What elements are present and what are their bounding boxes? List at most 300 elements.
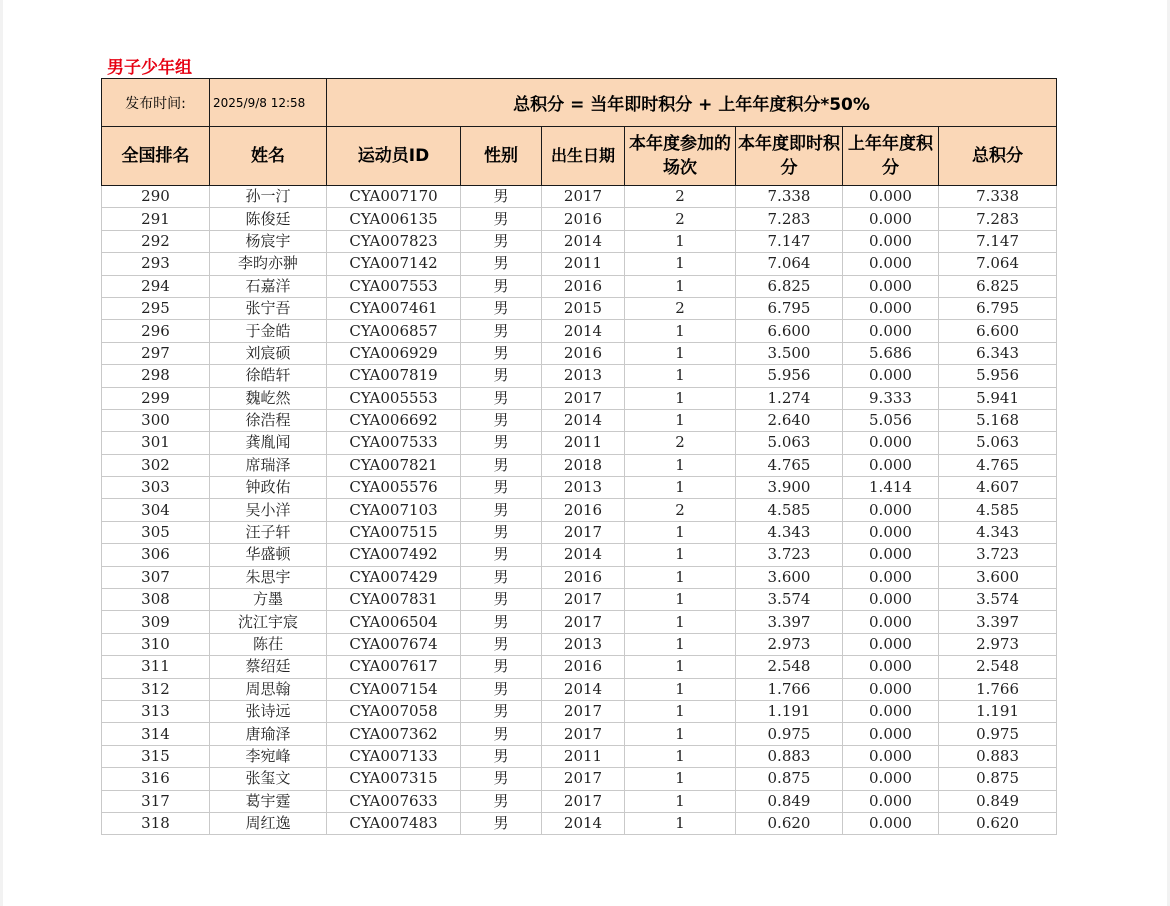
total-points-cell: 4.607 — [939, 477, 1057, 499]
birth-year-cell: 2013 — [542, 477, 625, 499]
events-count-cell: 1 — [625, 409, 736, 431]
table-row — [102, 723, 1057, 745]
rank-cell: 308 — [102, 589, 210, 611]
col-header-name: 姓名 — [210, 127, 327, 186]
total-points-cell: 3.574 — [939, 589, 1057, 611]
table-row — [102, 387, 1057, 409]
rank-cell: 301 — [102, 432, 210, 454]
events-count-cell: 1 — [625, 454, 736, 476]
rank-cell: 309 — [102, 611, 210, 633]
athlete-id-cell: CYA007553 — [327, 275, 461, 297]
rank-cell: 298 — [102, 365, 210, 387]
name-cell: 汪子轩 — [210, 521, 327, 543]
name-cell: 钟政佑 — [210, 477, 327, 499]
rank-cell: 303 — [102, 477, 210, 499]
events-count-cell: 1 — [625, 521, 736, 543]
gender-cell: 男 — [461, 387, 542, 409]
name-cell: 张玺文 — [210, 768, 327, 790]
events-count-cell: 1 — [625, 723, 736, 745]
events-count-cell: 1 — [625, 768, 736, 790]
name-cell: 华盛顿 — [210, 544, 327, 566]
rank-cell: 291 — [102, 208, 210, 230]
name-cell: 孙一汀 — [210, 186, 327, 208]
events-count-cell: 1 — [625, 633, 736, 655]
events-count-cell: 1 — [625, 678, 736, 700]
table-row — [102, 768, 1057, 790]
gender-cell: 男 — [461, 678, 542, 700]
rank-cell: 297 — [102, 342, 210, 364]
gender-cell: 男 — [461, 186, 542, 208]
total-points-cell: 3.723 — [939, 544, 1057, 566]
total-points-cell: 4.585 — [939, 499, 1057, 521]
name-cell: 石嘉洋 — [210, 275, 327, 297]
table-row — [102, 320, 1057, 342]
birth-year-cell: 2011 — [542, 253, 625, 275]
rank-cell: 293 — [102, 253, 210, 275]
athlete-id-cell: CYA007133 — [327, 745, 461, 767]
current-points-cell: 1.766 — [736, 678, 843, 700]
gender-cell: 男 — [461, 544, 542, 566]
birth-year-cell: 2011 — [542, 432, 625, 454]
last-year-points-cell: 0.000 — [843, 589, 939, 611]
name-cell: 李宛峰 — [210, 745, 327, 767]
last-year-points-cell: 0.000 — [843, 521, 939, 543]
athlete-id-cell: CYA005553 — [327, 387, 461, 409]
total-points-cell: 3.397 — [939, 611, 1057, 633]
gender-cell: 男 — [461, 611, 542, 633]
birth-year-cell: 2016 — [542, 499, 625, 521]
total-points-cell: 5.168 — [939, 409, 1057, 431]
events-count-cell: 1 — [625, 342, 736, 364]
total-points-cell: 6.795 — [939, 297, 1057, 319]
last-year-points-cell: 0.000 — [843, 253, 939, 275]
table-row — [102, 790, 1057, 812]
current-points-cell: 7.064 — [736, 253, 843, 275]
gender-cell: 男 — [461, 342, 542, 364]
current-points-cell: 0.883 — [736, 745, 843, 767]
events-count-cell: 2 — [625, 208, 736, 230]
total-points-cell: 5.956 — [939, 365, 1057, 387]
events-count-cell: 2 — [625, 499, 736, 521]
name-cell: 徐皓轩 — [210, 365, 327, 387]
table-row — [102, 544, 1057, 566]
current-points-cell: 3.900 — [736, 477, 843, 499]
rank-cell: 292 — [102, 230, 210, 252]
table-row — [102, 745, 1057, 767]
gender-cell: 男 — [461, 297, 542, 319]
athlete-id-cell: CYA007154 — [327, 678, 461, 700]
athlete-id-cell: CYA007533 — [327, 432, 461, 454]
score-formula: 总积分 = 当年即时积分 + 上年年度积分*50% — [327, 79, 1057, 127]
athlete-id-cell: CYA007674 — [327, 633, 461, 655]
total-points-cell: 4.343 — [939, 521, 1057, 543]
gender-cell: 男 — [461, 700, 542, 722]
total-points-cell: 6.343 — [939, 342, 1057, 364]
col-header-last-year-points: 上年年度积分 — [843, 127, 939, 186]
athlete-id-cell: CYA007492 — [327, 544, 461, 566]
rank-cell: 314 — [102, 723, 210, 745]
current-points-cell: 1.274 — [736, 387, 843, 409]
last-year-points-cell: 0.000 — [843, 297, 939, 319]
birth-year-cell: 2017 — [542, 723, 625, 745]
rank-cell: 306 — [102, 544, 210, 566]
birth-year-cell: 2014 — [542, 320, 625, 342]
athlete-id-cell: CYA007103 — [327, 499, 461, 521]
gender-cell: 男 — [461, 454, 542, 476]
gender-cell: 男 — [461, 432, 542, 454]
rank-cell: 316 — [102, 768, 210, 790]
gender-cell: 男 — [461, 723, 542, 745]
birth-year-cell: 2017 — [542, 700, 625, 722]
document-page — [3, 0, 1167, 906]
gender-cell: 男 — [461, 320, 542, 342]
last-year-points-cell: 0.000 — [843, 544, 939, 566]
total-points-cell: 2.548 — [939, 656, 1057, 678]
column-header-row — [102, 127, 1057, 186]
current-points-cell: 0.620 — [736, 812, 843, 834]
last-year-points-cell: 0.000 — [843, 633, 939, 655]
athlete-id-cell: CYA007633 — [327, 790, 461, 812]
current-points-cell: 0.849 — [736, 790, 843, 812]
athlete-id-cell: CYA006929 — [327, 342, 461, 364]
birth-year-cell: 2016 — [542, 275, 625, 297]
athlete-id-cell: CYA007483 — [327, 812, 461, 834]
table-row — [102, 589, 1057, 611]
events-count-cell: 1 — [625, 275, 736, 297]
last-year-points-cell: 0.000 — [843, 208, 939, 230]
table-row — [102, 477, 1057, 499]
athlete-id-cell: CYA006135 — [327, 208, 461, 230]
group-title: 男子少年组 — [107, 58, 192, 78]
name-cell: 吴小洋 — [210, 499, 327, 521]
rank-cell: 304 — [102, 499, 210, 521]
gender-cell: 男 — [461, 812, 542, 834]
events-count-cell: 1 — [625, 589, 736, 611]
table-row — [102, 611, 1057, 633]
name-cell: 蔡绍廷 — [210, 656, 327, 678]
last-year-points-cell: 0.000 — [843, 454, 939, 476]
rank-cell: 311 — [102, 656, 210, 678]
col-header-athlete-id: 运动员ID — [327, 127, 461, 186]
birth-year-cell: 2016 — [542, 342, 625, 364]
table-row — [102, 275, 1057, 297]
total-points-cell: 6.825 — [939, 275, 1057, 297]
events-count-cell: 1 — [625, 700, 736, 722]
events-count-cell: 1 — [625, 477, 736, 499]
total-points-cell: 0.875 — [939, 768, 1057, 790]
table-row — [102, 700, 1057, 722]
birth-year-cell: 2015 — [542, 297, 625, 319]
last-year-points-cell: 5.686 — [843, 342, 939, 364]
birth-year-cell: 2018 — [542, 454, 625, 476]
total-points-cell: 0.620 — [939, 812, 1057, 834]
table-row — [102, 656, 1057, 678]
rank-cell: 313 — [102, 700, 210, 722]
release-time-value: 2025/9/8 12:58 — [210, 79, 327, 127]
gender-cell: 男 — [461, 275, 542, 297]
table-row — [102, 365, 1057, 387]
current-points-cell: 6.795 — [736, 297, 843, 319]
last-year-points-cell: 0.000 — [843, 656, 939, 678]
events-count-cell: 1 — [625, 387, 736, 409]
name-cell: 朱思宇 — [210, 566, 327, 588]
events-count-cell: 1 — [625, 611, 736, 633]
name-cell: 方墨 — [210, 589, 327, 611]
current-points-cell: 4.343 — [736, 521, 843, 543]
athlete-id-cell: CYA007831 — [327, 589, 461, 611]
col-header-events-count: 本年度参加的场次 — [625, 127, 736, 186]
table-row — [102, 521, 1057, 543]
events-count-cell: 1 — [625, 656, 736, 678]
athlete-id-cell: CYA007823 — [327, 230, 461, 252]
events-count-cell: 1 — [625, 790, 736, 812]
table-row — [102, 409, 1057, 431]
rank-cell: 290 — [102, 186, 210, 208]
events-count-cell: 2 — [625, 186, 736, 208]
gender-cell: 男 — [461, 633, 542, 655]
gender-cell: 男 — [461, 477, 542, 499]
athlete-id-cell: CYA007617 — [327, 656, 461, 678]
athlete-id-cell: CYA006692 — [327, 409, 461, 431]
total-points-cell: 0.883 — [939, 745, 1057, 767]
current-points-cell: 7.147 — [736, 230, 843, 252]
current-points-cell: 3.574 — [736, 589, 843, 611]
current-points-cell: 0.975 — [736, 723, 843, 745]
last-year-points-cell: 0.000 — [843, 275, 939, 297]
athlete-id-cell: CYA007315 — [327, 768, 461, 790]
last-year-points-cell: 0.000 — [843, 768, 939, 790]
birth-year-cell: 2017 — [542, 768, 625, 790]
current-points-cell: 0.875 — [736, 768, 843, 790]
gender-cell: 男 — [461, 253, 542, 275]
total-points-cell: 1.191 — [939, 700, 1057, 722]
last-year-points-cell: 0.000 — [843, 432, 939, 454]
current-points-cell: 2.548 — [736, 656, 843, 678]
table-row — [102, 208, 1057, 230]
total-points-cell: 7.147 — [939, 230, 1057, 252]
athlete-id-cell: CYA007819 — [327, 365, 461, 387]
table-row — [102, 499, 1057, 521]
gender-cell: 男 — [461, 409, 542, 431]
birth-year-cell: 2014 — [542, 230, 625, 252]
current-points-cell: 6.825 — [736, 275, 843, 297]
rank-cell: 295 — [102, 297, 210, 319]
athlete-id-cell: CYA006857 — [327, 320, 461, 342]
table-row — [102, 342, 1057, 364]
ranking-table — [101, 78, 1057, 835]
table-row — [102, 230, 1057, 252]
table-header — [102, 79, 1057, 186]
birth-year-cell: 2013 — [542, 365, 625, 387]
athlete-id-cell: CYA007429 — [327, 566, 461, 588]
rank-cell: 317 — [102, 790, 210, 812]
total-points-cell: 0.975 — [939, 723, 1057, 745]
gender-cell: 男 — [461, 589, 542, 611]
athlete-id-cell: CYA005576 — [327, 477, 461, 499]
name-cell: 魏屹然 — [210, 387, 327, 409]
current-points-cell: 3.397 — [736, 611, 843, 633]
rank-cell: 305 — [102, 521, 210, 543]
birth-year-cell: 2016 — [542, 208, 625, 230]
birth-year-cell: 2016 — [542, 566, 625, 588]
athlete-id-cell: CYA007142 — [327, 253, 461, 275]
name-cell: 葛宇霆 — [210, 790, 327, 812]
birth-year-cell: 2017 — [542, 521, 625, 543]
rank-cell: 296 — [102, 320, 210, 342]
events-count-cell: 2 — [625, 432, 736, 454]
last-year-points-cell: 0.000 — [843, 186, 939, 208]
current-points-cell: 2.973 — [736, 633, 843, 655]
name-cell: 陈俊廷 — [210, 208, 327, 230]
events-count-cell: 1 — [625, 253, 736, 275]
athlete-id-cell: CYA007515 — [327, 521, 461, 543]
gender-cell: 男 — [461, 656, 542, 678]
current-points-cell: 5.956 — [736, 365, 843, 387]
events-count-cell: 1 — [625, 812, 736, 834]
total-points-cell: 7.064 — [939, 253, 1057, 275]
birth-year-cell: 2014 — [542, 544, 625, 566]
rank-cell: 307 — [102, 566, 210, 588]
birth-year-cell: 2014 — [542, 409, 625, 431]
athlete-id-cell: CYA007821 — [327, 454, 461, 476]
last-year-points-cell: 0.000 — [843, 499, 939, 521]
name-cell: 李昀亦翀 — [210, 253, 327, 275]
table-row — [102, 566, 1057, 588]
rank-cell: 302 — [102, 454, 210, 476]
last-year-points-cell: 1.414 — [843, 477, 939, 499]
athlete-id-cell: CYA007362 — [327, 723, 461, 745]
col-header-gender: 性别 — [461, 127, 542, 186]
table-row — [102, 812, 1057, 834]
last-year-points-cell: 0.000 — [843, 320, 939, 342]
total-points-cell: 4.765 — [939, 454, 1057, 476]
gender-cell: 男 — [461, 208, 542, 230]
total-points-cell: 2.973 — [939, 633, 1057, 655]
gender-cell: 男 — [461, 365, 542, 387]
last-year-points-cell: 0.000 — [843, 566, 939, 588]
table-row — [102, 253, 1057, 275]
name-cell: 沈江宇宸 — [210, 611, 327, 633]
total-points-cell: 6.600 — [939, 320, 1057, 342]
events-count-cell: 1 — [625, 365, 736, 387]
name-cell: 周红逸 — [210, 812, 327, 834]
birth-year-cell: 2016 — [542, 656, 625, 678]
table-row — [102, 186, 1057, 208]
total-points-cell: 5.063 — [939, 432, 1057, 454]
current-points-cell: 7.283 — [736, 208, 843, 230]
birth-year-cell: 2013 — [542, 633, 625, 655]
table-row — [102, 633, 1057, 655]
name-cell: 于金皓 — [210, 320, 327, 342]
last-year-points-cell: 0.000 — [843, 365, 939, 387]
last-year-points-cell: 0.000 — [843, 678, 939, 700]
events-count-cell: 1 — [625, 745, 736, 767]
current-points-cell: 7.338 — [736, 186, 843, 208]
athlete-id-cell: CYA006504 — [327, 611, 461, 633]
last-year-points-cell: 0.000 — [843, 812, 939, 834]
events-count-cell: 1 — [625, 544, 736, 566]
birth-year-cell: 2017 — [542, 790, 625, 812]
name-cell: 席瑞泽 — [210, 454, 327, 476]
current-points-cell: 3.500 — [736, 342, 843, 364]
name-cell: 陈茌 — [210, 633, 327, 655]
rank-cell: 318 — [102, 812, 210, 834]
birth-year-cell: 2014 — [542, 678, 625, 700]
gender-cell: 男 — [461, 230, 542, 252]
events-count-cell: 1 — [625, 230, 736, 252]
name-cell: 张宁吾 — [210, 297, 327, 319]
gender-cell: 男 — [461, 768, 542, 790]
last-year-points-cell: 5.056 — [843, 409, 939, 431]
table-row — [102, 678, 1057, 700]
events-count-cell: 2 — [625, 297, 736, 319]
total-points-cell: 5.941 — [939, 387, 1057, 409]
current-points-cell: 5.063 — [736, 432, 843, 454]
last-year-points-cell: 0.000 — [843, 611, 939, 633]
name-cell: 杨宸宇 — [210, 230, 327, 252]
table-row — [102, 454, 1057, 476]
birth-year-cell: 2017 — [542, 186, 625, 208]
athlete-id-cell: CYA007058 — [327, 700, 461, 722]
total-points-cell: 7.338 — [939, 186, 1057, 208]
last-year-points-cell: 0.000 — [843, 700, 939, 722]
current-points-cell: 3.723 — [736, 544, 843, 566]
birth-year-cell: 2014 — [542, 812, 625, 834]
birth-year-cell: 2017 — [542, 611, 625, 633]
rank-cell: 315 — [102, 745, 210, 767]
athlete-id-cell: CYA007170 — [327, 186, 461, 208]
rank-cell: 299 — [102, 387, 210, 409]
current-points-cell: 1.191 — [736, 700, 843, 722]
current-points-cell: 4.585 — [736, 499, 843, 521]
rank-cell: 294 — [102, 275, 210, 297]
col-header-rank: 全国排名 — [102, 127, 210, 186]
total-points-cell: 3.600 — [939, 566, 1057, 588]
rank-cell: 300 — [102, 409, 210, 431]
table-row — [102, 432, 1057, 454]
gender-cell: 男 — [461, 566, 542, 588]
release-time-label: 发布时间: — [102, 79, 210, 127]
last-year-points-cell: 0.000 — [843, 790, 939, 812]
name-cell: 徐浩程 — [210, 409, 327, 431]
last-year-points-cell: 0.000 — [843, 230, 939, 252]
birth-year-cell: 2011 — [542, 745, 625, 767]
name-cell: 周思翰 — [210, 678, 327, 700]
col-header-current-points: 本年度即时积分 — [736, 127, 843, 186]
current-points-cell: 4.765 — [736, 454, 843, 476]
gender-cell: 男 — [461, 745, 542, 767]
total-points-cell: 7.283 — [939, 208, 1057, 230]
gender-cell: 男 — [461, 499, 542, 521]
total-points-cell: 1.766 — [939, 678, 1057, 700]
table-row — [102, 297, 1057, 319]
birth-year-cell: 2017 — [542, 589, 625, 611]
current-points-cell: 3.600 — [736, 566, 843, 588]
total-points-cell: 0.849 — [939, 790, 1057, 812]
current-points-cell: 2.640 — [736, 409, 843, 431]
rank-cell: 312 — [102, 678, 210, 700]
gender-cell: 男 — [461, 790, 542, 812]
rank-cell: 310 — [102, 633, 210, 655]
events-count-cell: 1 — [625, 566, 736, 588]
athlete-id-cell: CYA007461 — [327, 297, 461, 319]
last-year-points-cell: 0.000 — [843, 723, 939, 745]
table-body — [102, 186, 1057, 835]
info-row — [102, 79, 1057, 127]
birth-year-cell: 2017 — [542, 387, 625, 409]
current-points-cell: 6.600 — [736, 320, 843, 342]
name-cell: 张诗远 — [210, 700, 327, 722]
